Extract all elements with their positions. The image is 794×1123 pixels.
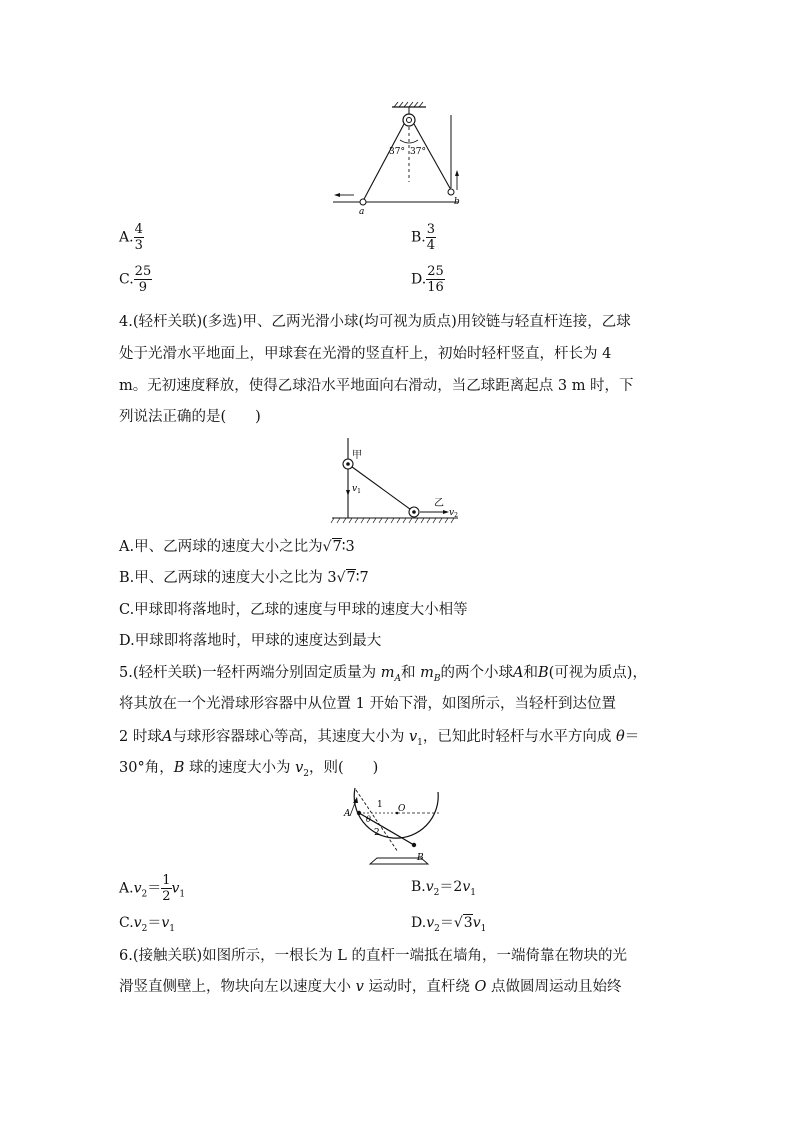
q5-line-1: 5.(轻杆关联)一轻杆两端分别固定质量为 $m_A$和 $m_B$的两个小球A和B(可视为质点)，	[119, 665, 647, 684]
q6-line-2: 滑竖直侧壁上，物块向左以速度大小 v 运动时，直杆绕 O 点做圆周运动且始终	[119, 979, 622, 995]
center-o-label: O	[398, 804, 406, 814]
q5-option-d: $D.v_2=√3v_1$	[411, 915, 487, 934]
q5-option-a: $A.v_2=$ $\frac{1}{2}$ $v_1$	[119, 873, 186, 904]
theta-label: θ	[366, 815, 371, 824]
q3-option-b: B. $\frac{3}{4}$	[411, 222, 436, 253]
v2-label: $v_2$	[449, 508, 458, 519]
q3-option-c: C. $\frac{25}{9}$	[119, 264, 152, 295]
q4-line-2: 处于光滑水平地面上，甲球套在光滑的竖直杆上，初始时轻杆竖直，杆长为 4	[119, 346, 612, 362]
q5-line-4: 30°角，B 球的速度大小为 $v_2$，则( )	[119, 760, 379, 779]
q5-option-c: $C.v_2=v_1$	[119, 915, 175, 934]
ball-yi-label: 乙	[434, 498, 444, 509]
v1-label: $v_1$	[352, 484, 361, 495]
q4-option-b: B.甲、乙两球的速度大小之比为 3√7∶7	[119, 570, 369, 586]
q4-line-4: 列说法正确的是( )	[119, 409, 261, 425]
q3-option-a: A. $\frac{4}{3}$	[119, 222, 143, 253]
ball-b-label: B	[417, 853, 424, 863]
angle-left-label: 37°	[389, 147, 405, 157]
q5-line-3: 2 时球A与球形容器球心等高，其速度大小为 $v_1$，已知此时轻杆与水平方向成 θ＝	[119, 729, 640, 748]
q3-option-d: D. $\frac{25}{16}$	[411, 264, 444, 295]
q6-line-1: 6.(接触关联)如图所示，一根长为 L 的直杆一端抵在墙角，一端倚靠在物块的光	[119, 948, 627, 964]
figure-spherical-container	[342, 782, 452, 867]
q5-option-b: $B.v_2=2v_1$	[411, 879, 476, 898]
q4-option-d: D.甲球即将落地时，甲球的速度达到最大	[119, 633, 382, 649]
q4-option-c: C.甲球即将落地时，乙球的速度与甲球的速度大小相等	[119, 602, 468, 618]
figure-37-degree-pulley	[330, 100, 470, 215]
q4-line-3: m。无初速度释放，使得乙球沿水平地面向右滑动，当乙球距离起点 3 m 时，下	[119, 378, 634, 394]
position-2-label: 2	[374, 828, 380, 838]
ball-a-label: A	[344, 809, 351, 819]
ball-jia-label: 甲	[352, 450, 362, 461]
q4-line-1: 4.(轻杆关联)(多选)甲、乙两光滑小球(均可视为质点)用铰链与轻直杆连接，乙球	[119, 314, 631, 330]
figure-rod-balls	[330, 436, 465, 526]
angle-right-label: 37°	[410, 147, 426, 157]
position-1-label: 1	[377, 800, 383, 810]
point-b-label: b	[454, 197, 460, 207]
q5-line-2: 将其放在一个光滑球形容器中从位置 1 开始下滑，如图所示，当轻杆到达位置	[119, 696, 616, 712]
q4-option-a: A.甲、乙两球的速度大小之比为√7∶3	[119, 539, 355, 555]
point-a-label: a	[359, 207, 365, 215]
